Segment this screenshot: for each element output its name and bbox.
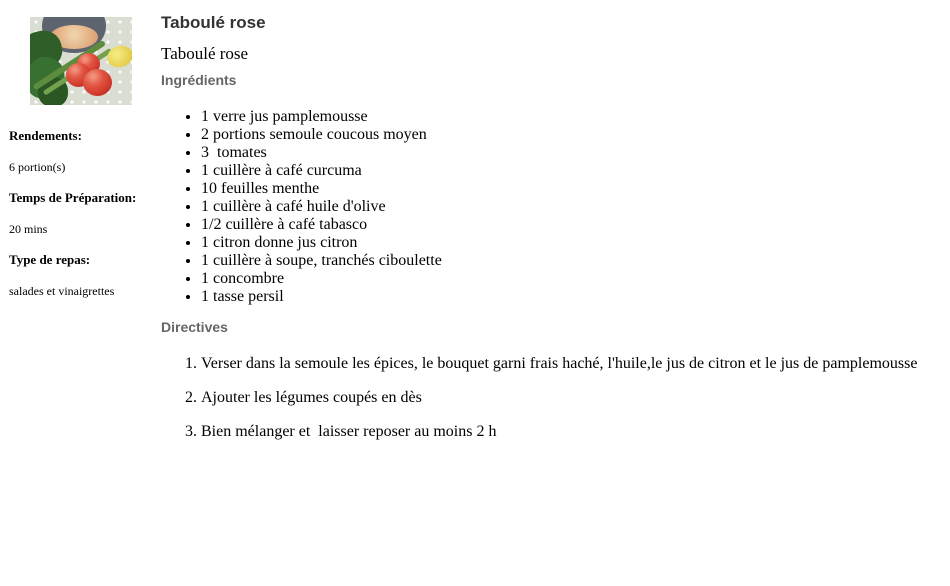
recipe-meta <box>0 128 160 299</box>
ingredient-item: • 1 cuillère à café curcuma <box>201 162 948 180</box>
ingredient-item: • 3 tomates <box>201 144 948 162</box>
ingredient-item: • 1 verre jus pamplemousse <box>201 108 948 126</box>
page-title: Taboulé rose <box>161 13 266 32</box>
directive-item: 1. Verser dans la semoule les épices, le bouquet garni frais haché, l'huile,le jus de citron et le jus de pamplemousse <box>201 355 948 373</box>
recipe-photo <box>30 17 132 105</box>
recipe-sidebar <box>0 0 160 299</box>
ingredient-item: • 1 cuillère à café huile d'olive <box>201 198 948 216</box>
meal-type-label: Type de repas: <box>9 252 91 267</box>
recipe-subtitle: Taboulé rose <box>161 44 249 63</box>
tomato-icon <box>83 69 112 96</box>
prep-time-value: 20 mins <box>9 222 48 236</box>
yields-label: Rendements: <box>9 128 82 143</box>
ingredient-item: • 2 portions semoule coucous moyen <box>201 126 948 144</box>
ingredient-item: • 1 concombre <box>201 270 948 288</box>
ingredient-item: • 1/2 cuillère à café tabasco <box>201 216 948 234</box>
recipe-content <box>161 0 948 457</box>
directive-item: 2. Ajouter les légumes coupés en dès <box>201 389 948 407</box>
directives-list <box>161 355 948 441</box>
ingredient-item: • 1 citron donne jus citron <box>201 234 948 252</box>
meal-type-value: salades et vinaigrettes <box>9 284 115 298</box>
prep-time-label: Temps de Préparation: <box>9 190 137 205</box>
directive-item: 3. Bien mélanger et laisser reposer au moins 2 h <box>201 423 948 441</box>
directives-heading: Directives <box>161 319 228 335</box>
ingredients-heading: Ingrédients <box>161 72 237 88</box>
ingredient-item: • 1 cuillère à soupe, tranchés ciboulette <box>201 252 948 270</box>
lemon-icon <box>104 42 132 70</box>
yields-value: 6 portion(s) <box>9 160 66 174</box>
ingredient-item: • 10 feuilles menthe <box>201 180 948 198</box>
ingredients-list <box>161 108 948 306</box>
ingredient-item: • 1 tasse persil <box>201 288 948 306</box>
